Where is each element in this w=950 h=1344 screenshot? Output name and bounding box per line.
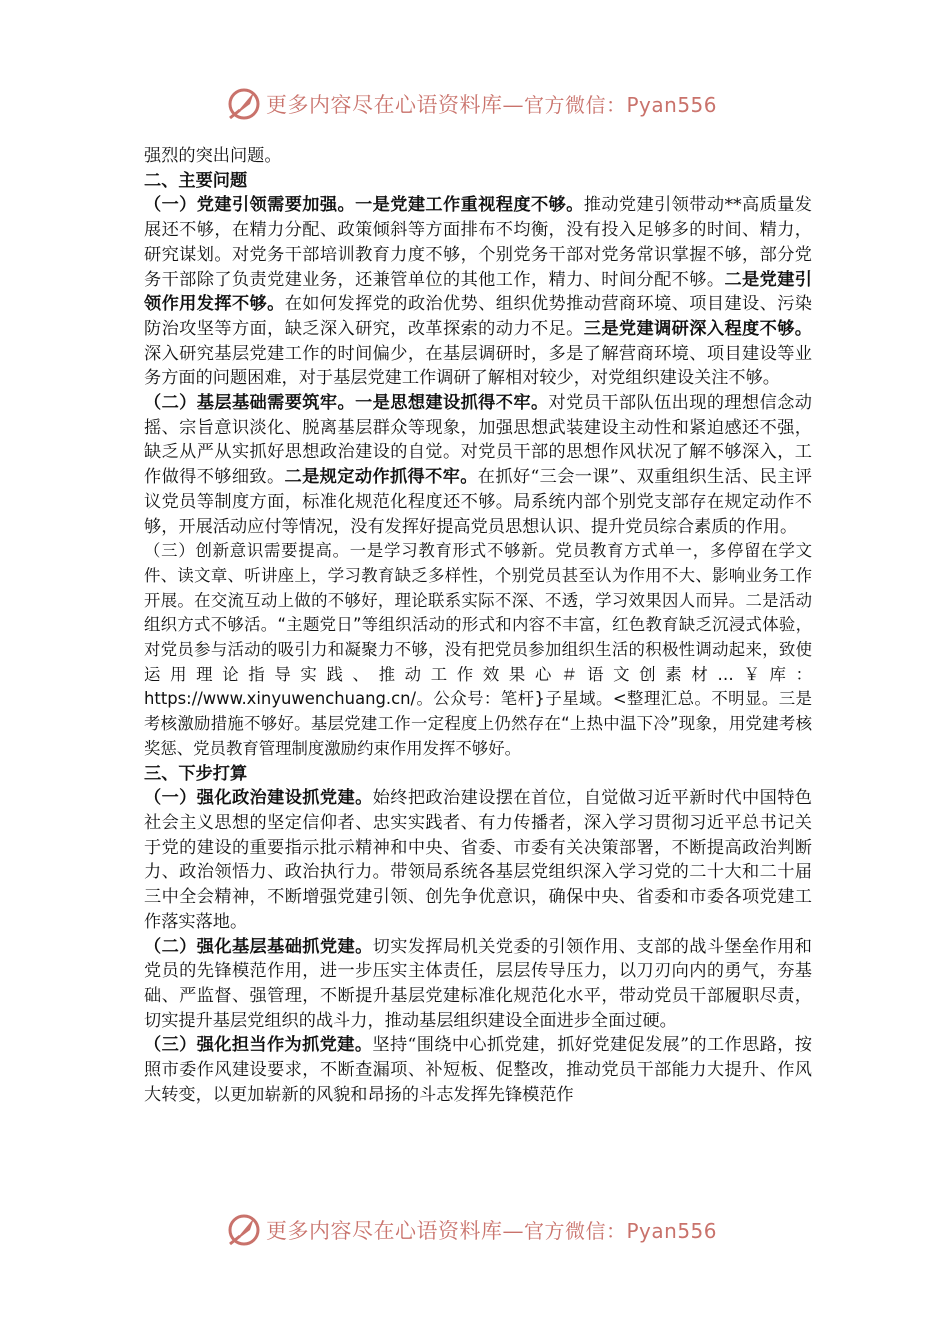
- paragraph: （二）基层基础需要筑牢。一是思想建设抓得不牢。对党员干部队伍出现的理想信念动摇、宗旨意识淡化、脱离基层群众等现象，加强思想武装建设主动性和紧迫感还不强，缺乏从严从实抓好思想政治建设的自觉。对党员干部的思想作风状况了解不够深入，工作做得不够细致。二是规定动作抓得不牢。在抓好“三会一课”、双重组织生活、民主评议党员等制度方面，标准化规范化程度还不够。局系统内部个别党支部存在规定动作不够，开展活动应付等情况，没有发挥好提高党员思想认识、提升党员综合素质的作用。: [144, 393, 812, 537]
- watermark-text: 更多内容尽在心语资料库—官方微信：Pyan556: [266, 93, 718, 117]
- paragraph: （一）党建引领需要加强。一是党建工作重视程度不够。推动党建引领带动**高质量发展还不够，在精力分配、政策倾斜等方面排布不均衡，没有投入足够多的时间、精力，研究谋划。对党务干部培训教育力度不够，个别党务干部对党务常识掌握不够，部分党务干部除了负责党建业务，还兼管单位的其他工作，精力、时间分配不够。二是党建引领作用发挥不够。在如何发挥党的政治优势、组织优势推动营商环境、项目建设、污染防治攻坚等方面，缺乏深入研究，改革探索的动力不足。三是党建调研深入程度不够。深入研究基层党建工作的时间偏少，在基层调研时，多是了解营商环境、项目建设等业务方面的问题困难，对于基层党建工作调研了解相对较少，对党组织建设关注不够。: [144, 195, 812, 389]
- section-heading: 二、主要问题: [144, 170, 248, 191]
- paragraph: 强烈的突出问题。: [144, 146, 282, 166]
- paragraph: （三）创新意识需要提高。一是学习教育形式不够新。党员教育方式单一，多停留在学文件、读文章、听讲座上，学习教育缺乏多样性，个别党员甚至认为作用不大、影响业务工作开展。在交流互动上做的不够好，理论联系实际不深、不透，学习效果因人而异。二是活动组织方式不够活。“主题党日”等组织活动的形式和内容不丰富，红色教育缺乏沉浸式体验，对党员参与活动的吸引力和凝聚力不够，没有把党员参加组织生活的积极性调动起来，致使运用理论指导实践、推动工作效果心＃语文创素材…￥库：https://www.xinyuwenchuang.cn/。公众号：笔杆}子星域。<整理汇总。不明显。三是考核激励措施不够好。基层党建工作一定程度上仍然存在“上热中温下冷”现象，用党建考核奖惩、党员教育管理制度激励约束作用发挥不够好。: [144, 541, 812, 758]
- paragraph: （一）强化政治建设抓党建。始终把政治建设摆在首位，自觉做习近平新时代中国特色社会主义思想的坚定信仰者、忠实实践者、有力传播者，深入学习贯彻习近平总书记关于党的建设的重要指示批示精神和中央、省委、市委有关决策部署，不断提高政治判断力、政治领悟力、政治执行力。带领局系统各基层党组织深入学习党的二十大和二十届三中全会精神，不断增强党建引领、创先争优意识，确保中央、省委和市委各项党建工作落实落地。: [144, 788, 812, 932]
- quill-logo-icon: [226, 86, 262, 122]
- document-body: [144, 144, 812, 1107]
- paragraph: （三）强化担当作为抓党建。坚持“围绕中心抓党建，抓好党建促发展”的工作思路，按照市委作风建设要求，不断查漏项、补短板、促整改，推动党员干部能力大提升、作风大转变，以更加崭新的风貌和昂扬的斗志发挥先锋模范作: [144, 1035, 812, 1105]
- section-heading: 三、下步打算: [144, 763, 248, 784]
- watermark-banner-top: [226, 84, 786, 124]
- watermark-banner-bottom: [226, 1210, 786, 1250]
- watermark-text: 更多内容尽在心语资料库—官方微信：Pyan556: [266, 1219, 718, 1243]
- quill-logo-icon: [226, 1212, 262, 1248]
- paragraph: （二）强化基层基础抓党建。切实发挥局机关党委的引领作用、支部的战斗堡垒作用和党员的先锋模范作用，进一步压实主体责任，层层传导压力，以刀刃向内的勇气，夯基础、严监督、强管理，不断提升基层党建标准化规范化水平，带动党员干部履职尽责，切实提升基层党组织的战斗力，推动基层组织建设全面进步全面过硬。: [144, 936, 812, 1031]
